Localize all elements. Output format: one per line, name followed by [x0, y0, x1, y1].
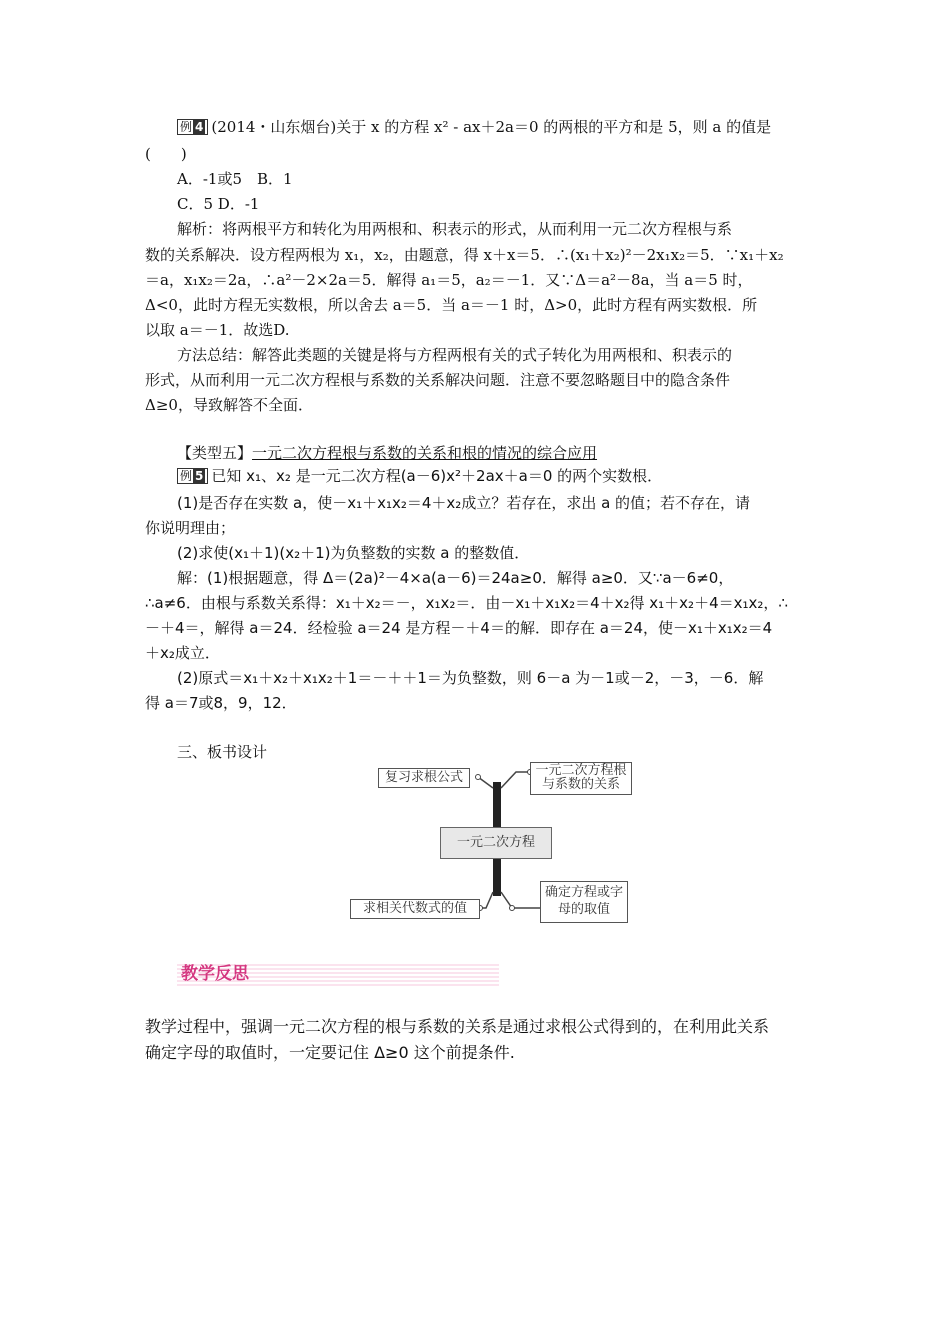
connector-dot [476, 775, 481, 780]
box-algebraic-value: 求相关代数式的值 [350, 899, 480, 919]
example4-options-cd: C．5 D．-1 [177, 195, 260, 213]
example4-summary-line: 方法总结：解答此类题的关键是将与方程两根有关的式子转化为用两根和、积表示的 [177, 346, 733, 364]
connector-bottom-left [480, 892, 493, 908]
example5-question-1: (1)是否存在实数 a，使－x₁＋x₁x₂＝4＋x₂成立？若存在，求出 a 的值；若不存在，请 [177, 494, 751, 512]
example5-solution-line: 解：(1)根据题意，得 Δ＝(2a)²－4×a(a－6)＝24a≥0．解得 a≥0．又∵a－6≠0， [177, 569, 734, 587]
example4-tag: 例 4 [177, 119, 208, 135]
example4-solution-line: 解析：将两根平方和转化为用两根和、积表示的形式，从而利用一元二次方程根与系 [177, 220, 733, 238]
example4-answer-blank: ( ) [145, 145, 187, 163]
type5-title: 一元二次方程根与系数的关系和根的情况的综合应用 [252, 444, 598, 462]
box-review-formula: 复习求根公式 [378, 768, 470, 788]
example4-solution-line: 以取 a＝－1．故选D. [145, 321, 290, 339]
reflection-text: 教学过程中，强调一元二次方程的根与系数的关系是通过求根公式得到的，在利用此关系 [145, 1017, 770, 1036]
example4-stem: 例 4 (2014・山东烟台)关于 x 的方程 x² - ax＋2a＝0 的两根的平方和是 5，则 a 的值是 [177, 117, 810, 137]
example5-question-2: (2)求使(x₁＋1)(x₂＋1)为负整数的实数 a 的整数值． [177, 544, 530, 562]
example4-solution-line: ＝a，x₁x₂＝2a，∴a²－2×2a＝5．解得 a₁＝5，a₂＝－1．又∵Δ＝a²－8a，当 a＝5 时， [145, 271, 753, 289]
example5-stem: 例 5 已知 x₁、x₂ 是一元二次方程(a－6)x²＋2ax＋a＝0 的两个实数根． [177, 466, 810, 486]
connector-top-right [501, 772, 530, 788]
example4-summary-line: 形式，从而利用一元二次方程根与系数的关系解决问题．注意不要忽略题目中的隐含条件 [145, 371, 731, 389]
example4-options-ab: A．-1或5 B．1 [177, 170, 293, 188]
example5-solution-line: 得 a＝7或8，9，12． [145, 694, 297, 712]
example5-tag: 例 5 [177, 468, 208, 484]
reflection-text: 确定字母的取值时，一定要记住 Δ≥0 这个前提条件. [145, 1043, 515, 1062]
example4-summary-line: Δ≥0，导致解答不全面． [145, 396, 313, 414]
box-determine-value: 确定方程或字母的取值 [540, 881, 628, 923]
example5-solution-line: ＋x₂成立． [145, 644, 220, 662]
box-center-topic: 一元二次方程 [440, 827, 552, 859]
example4-solution-line: Δ<0，此时方程无实数根，所以舍去 a＝5．当 a＝－1 时，Δ>0，此时方程有两实数根．所 [145, 296, 758, 314]
example5-solution-line: (2)原式＝x₁＋x₂＋x₁x₂＋1＝－＋＋1＝为负整数，则 6－a 为－1或－2，－3，－6．解 [177, 669, 764, 687]
example5-solution-line: ∴a≠6．由根与系数关系得：x₁＋x₂＝－，x₁x₂＝．由－x₁＋x₁x₂＝4＋x₂得 x₁＋x₂＋4＝x₁x₂，∴ [145, 594, 788, 612]
example5-solution-line: －＋4＝，解得 a＝24．经检验 a＝24 是方程－＋4＝的解．即存在 a＝24，使－x₁＋x₁x₂＝4 [145, 619, 773, 637]
example4-solution-line: 数的关系解决．设方程两根为 x₁，x₂，由题意，得 x＋x＝5．∴(x₁＋x₂)²－2x₁x₂＝5．∵x₁＋x₂ [145, 246, 784, 264]
box-root-coefficient-relation: 一元二次方程根与系数的关系 [530, 762, 632, 795]
reflection-banner [177, 962, 499, 986]
board-heading: 三、板书设计 [177, 743, 268, 761]
example5-question-1-cont: 你说明理由； [145, 519, 236, 537]
connector-dot [510, 906, 515, 911]
reflection-label: 教学反思 [181, 964, 249, 984]
type5-heading: 【类型五】一元二次方程根与系数的关系和根的情况的综合应用 [177, 444, 598, 462]
connector-bottom-right [501, 892, 540, 908]
